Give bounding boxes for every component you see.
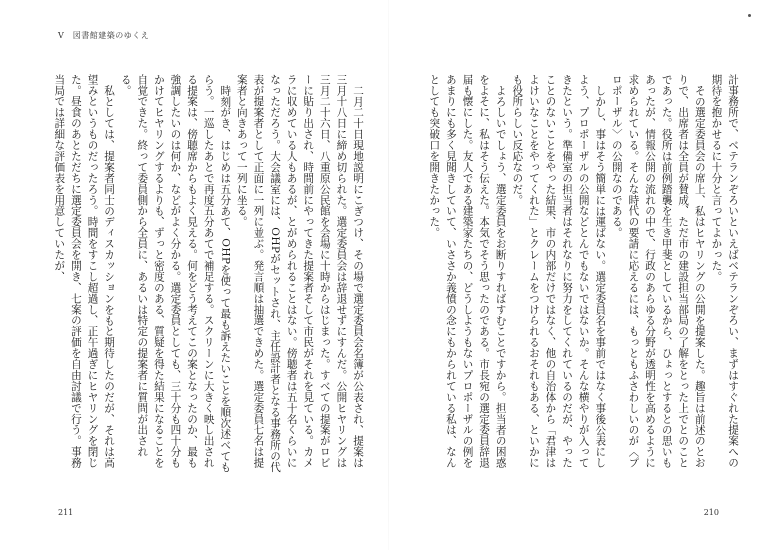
left-paragraph-2: 時刻がき、はじめは五分あて、OHPを使って最も訴えたいことを順次述べてもらう。一巡したあとで再度五分あてで補足する。スクリーンに大きく映し出される提案は、傍聴席からもよく見える。何をどう考えてこの案となったのか、最も強調したいのは何か、などがよく分かる。選定委員としても、三十分も四十分もかけてヒヤリングするよりも、ずっと密度のある、質疑を得た結果になることを自覚できた。終って委員側から全員に、あるいは特定の提案者に質問が出される。 — [119, 74, 232, 473]
right-paragraph-2: その選定委員会の席上、私はヒヤリングの公開を提案した。趣旨は前述のとおりで、出席者は全員が賛成、ただ市の建設担当部局の了解をとった上でとのことであった。役所は前例踏襲を生き甲斐としているから、ひょっとするとの思いもあったが、情報公開の流れの中で、行政のあらゆる分野が透明性を高めるように求められている。そんな時代の要請に応えるには、もっともふさわしいのが〈プロポーザル〉の公開なのである。 — [610, 74, 706, 469]
right-paragraph-3: しかし、事はそう簡単には運ばない。選定委員名を事前ではなく事後公表にしよう、プロポーザルの公開などとんでもないではないか。そんな横やりが入ってきたという。準備室の担当者はそれなりに努力をしてくれているのだが、やったことのないことをやった結果、市の内部だけではなく、他の自治体から「君津はよけいなことをやってくれた」とクレームをつけられるおそれもある、といかにも役所らしい反応なのだ。 — [511, 74, 607, 469]
right-page-number: 210 — [703, 508, 719, 517]
left-page-text — [53, 74, 366, 474]
right-page — [389, 0, 777, 550]
left-paragraph-3: 私としては、提案者同士のディスカッションをもと期待したのだが、それは高望みというものだったろう。時間をすこし超過し、正午過ぎにヒヤリングを閉じた。昼食のあとただちに選定委員会を開き、七案の評価を自由討議で行う。事務当局では詳細な評価表を用意していたが、 — [53, 74, 116, 469]
corner-dot — [748, 14, 751, 17]
right-paragraph-4: よろしいでしょう、選定委員をお断りすればすむことですから。担当者の困惑をよそに、私はそう伝えた。本気でそう思ったのである。市長宛の選定委員辞退届も懐にした。友人である建築家たちの、どうしようもないプロポーザルの例をあまりにも多く見聞きしていて、いささか義憤の念にもかられている私は、なんとしても突破口を開きたかった。 — [428, 74, 507, 469]
left-paragraph-1: 二月二十日現地説明にこぎつけ、その場で選定委員会名簿が公表され、提案は三月十八日に締め切られた。選定委員会は辞退せずにすんだ。公開ヒヤリングは三月二十六日、八重原公民館を会場に十時からはじまった。すべての提案がロビーに貼り出され、時間前にやってきた提案者そして市民がそれを見ている。カメラに収めている人もあるが、とがめられることはない。傍聴者は五十名くらいになっただろう。大会議室には、OHPがセットされ、主任設計者となる事務所の代表が提案者として正面に一列に並ぶ。発言順は抽選できめた。選定委員七名は提案者と向きあって一列に坐る。 — [235, 74, 364, 473]
running-head: V 図書館建築のゆくえ — [58, 31, 150, 40]
left-page-number: 211 — [58, 508, 74, 517]
right-paragraph-1: 計事務所で、ベテランぞろいといえばベテランぞろい、まずはすぐれた提案への期待を抱かせるに十分と言ってよかった。 — [710, 74, 739, 469]
right-page-text — [428, 74, 741, 474]
left-page — [0, 0, 388, 550]
